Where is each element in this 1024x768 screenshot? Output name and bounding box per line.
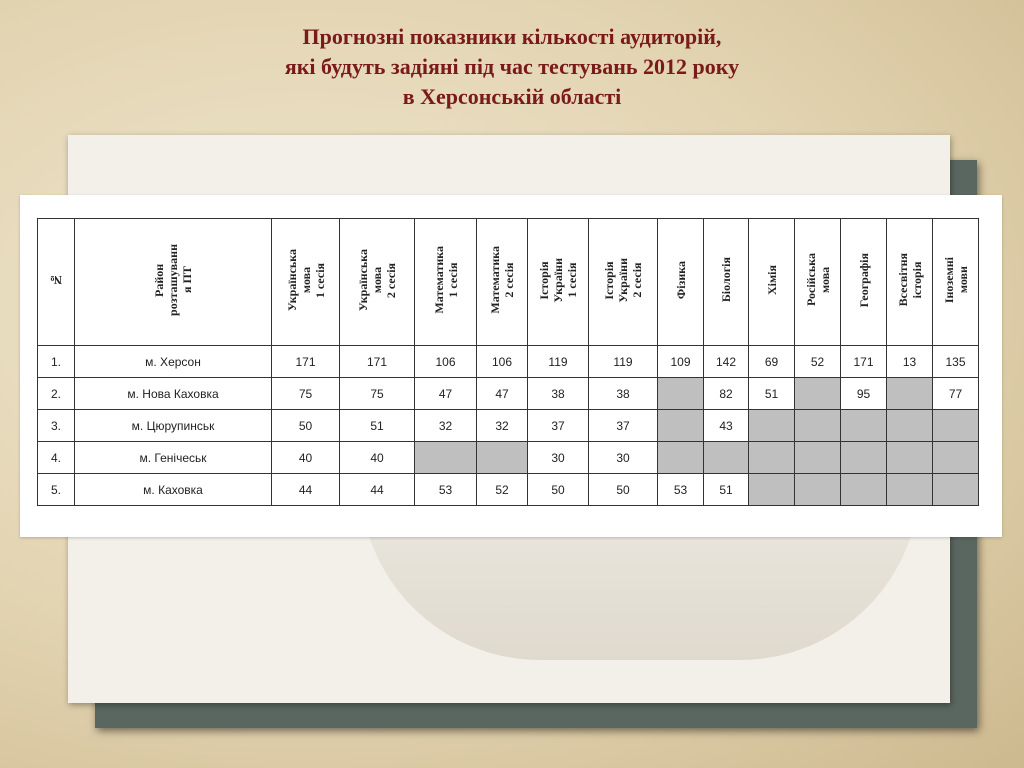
value-cell: 171	[272, 346, 340, 378]
title-line-3: в Херсонській області	[402, 84, 622, 109]
value-cell: 69	[749, 346, 795, 378]
table-row	[38, 378, 979, 410]
value-cell: 119	[528, 346, 589, 378]
empty-cell	[795, 410, 841, 442]
empty-cell	[887, 474, 933, 506]
header-foreign-lang: Іноземні мови	[933, 219, 979, 346]
header-russian: Російська мова	[795, 219, 841, 346]
header-number: №	[38, 219, 75, 346]
row-number: 1.	[38, 346, 75, 378]
value-cell: 40	[340, 442, 415, 474]
header-math-2: Математика 2 сесія	[477, 219, 528, 346]
value-cell: 106	[477, 346, 528, 378]
table-body	[38, 346, 979, 506]
value-cell: 38	[589, 378, 658, 410]
value-cell: 51	[749, 378, 795, 410]
value-cell: 95	[841, 378, 887, 410]
empty-cell	[887, 442, 933, 474]
value-cell: 75	[340, 378, 415, 410]
district-cell: м. Каховка	[75, 474, 272, 506]
value-cell: 43	[704, 410, 749, 442]
slide-title	[0, 22, 1024, 112]
empty-cell	[658, 378, 704, 410]
district-cell: м. Херсон	[75, 346, 272, 378]
value-cell: 82	[704, 378, 749, 410]
empty-cell	[477, 442, 528, 474]
header-world-history: Всесвітня історія	[887, 219, 933, 346]
header-chemistry: Хімія	[749, 219, 795, 346]
table-row	[38, 346, 979, 378]
value-cell: 77	[933, 378, 979, 410]
value-cell: 38	[528, 378, 589, 410]
value-cell: 53	[658, 474, 704, 506]
value-cell: 40	[272, 442, 340, 474]
value-cell: 30	[589, 442, 658, 474]
empty-cell	[658, 442, 704, 474]
empty-cell	[841, 410, 887, 442]
value-cell: 30	[528, 442, 589, 474]
empty-cell	[887, 378, 933, 410]
header-district: Район розташуванн я ПТ	[75, 219, 272, 346]
table-row	[38, 442, 979, 474]
empty-cell	[704, 442, 749, 474]
header-math-1: Математика 1 сесія	[415, 219, 477, 346]
empty-cell	[841, 474, 887, 506]
header-geography: Географія	[841, 219, 887, 346]
value-cell: 47	[415, 378, 477, 410]
value-cell: 51	[704, 474, 749, 506]
empty-cell	[933, 442, 979, 474]
value-cell: 119	[589, 346, 658, 378]
district-cell: м. Нова Каховка	[75, 378, 272, 410]
value-cell: 50	[272, 410, 340, 442]
title-line-2: які будуть задіяні під час тестувань 2012 року	[284, 54, 740, 79]
value-cell: 50	[528, 474, 589, 506]
district-cell: м. Цюрупинськ	[75, 410, 272, 442]
table-row	[38, 410, 979, 442]
value-cell: 52	[477, 474, 528, 506]
row-number: 3.	[38, 410, 75, 442]
value-cell: 37	[528, 410, 589, 442]
value-cell: 51	[340, 410, 415, 442]
empty-cell	[749, 474, 795, 506]
empty-cell	[749, 442, 795, 474]
table-header-row	[38, 219, 979, 346]
value-cell: 171	[841, 346, 887, 378]
header-ukr-2: Українська мова 2 сесія	[340, 219, 415, 346]
table-row	[38, 474, 979, 506]
value-cell: 44	[272, 474, 340, 506]
header-history-1: Історія України 1 сесія	[528, 219, 589, 346]
value-cell: 32	[477, 410, 528, 442]
title-line-1: Прогнозні показники кількості аудиторій,	[302, 24, 722, 49]
value-cell: 50	[589, 474, 658, 506]
value-cell: 13	[887, 346, 933, 378]
district-cell: м. Генічеськ	[75, 442, 272, 474]
header-history-2: Історія України 2 сесія	[589, 219, 658, 346]
empty-cell	[887, 410, 933, 442]
value-cell: 171	[340, 346, 415, 378]
empty-cell	[658, 410, 704, 442]
value-cell: 135	[933, 346, 979, 378]
empty-cell	[415, 442, 477, 474]
header-biology: Біологія	[704, 219, 749, 346]
value-cell: 47	[477, 378, 528, 410]
empty-cell	[841, 442, 887, 474]
value-cell: 32	[415, 410, 477, 442]
row-number: 4.	[38, 442, 75, 474]
value-cell: 106	[415, 346, 477, 378]
header-ukr-1: Українська мова 1 сесія	[272, 219, 340, 346]
value-cell: 53	[415, 474, 477, 506]
empty-cell	[933, 474, 979, 506]
header-physics: Фізика	[658, 219, 704, 346]
value-cell: 37	[589, 410, 658, 442]
value-cell: 75	[272, 378, 340, 410]
auditorium-table	[37, 218, 979, 506]
value-cell: 52	[795, 346, 841, 378]
row-number: 5.	[38, 474, 75, 506]
value-cell: 109	[658, 346, 704, 378]
value-cell: 142	[704, 346, 749, 378]
empty-cell	[795, 474, 841, 506]
empty-cell	[795, 442, 841, 474]
empty-cell	[749, 410, 795, 442]
empty-cell	[795, 378, 841, 410]
value-cell: 44	[340, 474, 415, 506]
row-number: 2.	[38, 378, 75, 410]
empty-cell	[933, 410, 979, 442]
